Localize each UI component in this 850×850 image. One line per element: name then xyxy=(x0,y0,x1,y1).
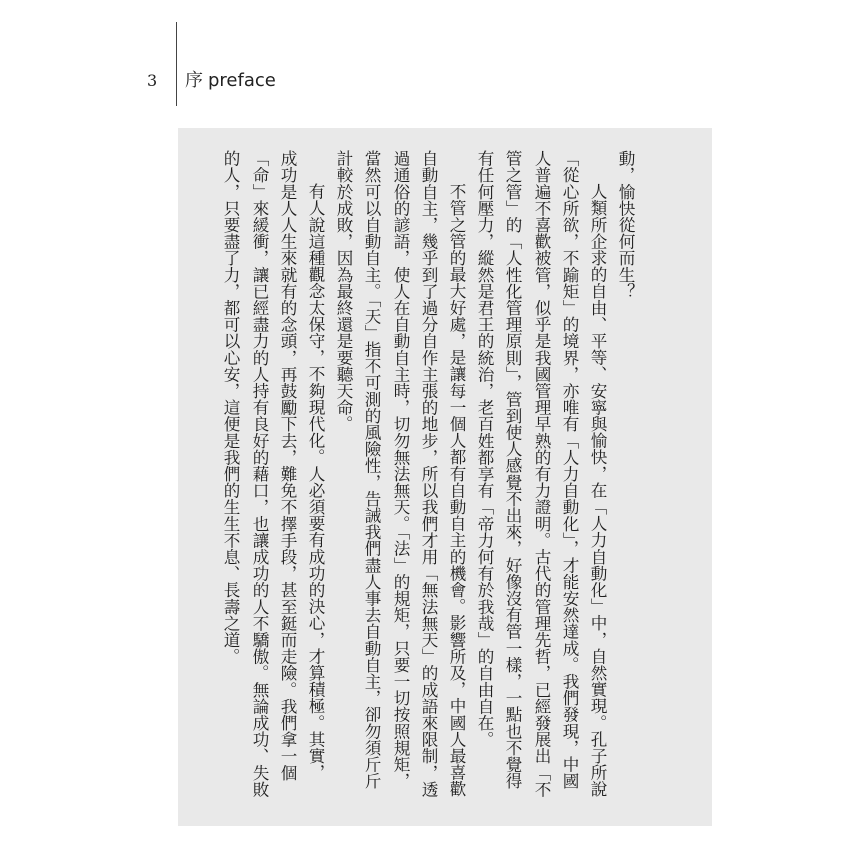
text-column: 當然可以自動自主。「天」指不可測的風險性，告誡我們盡人事去自動自主，卻勿須斤斤 xyxy=(362,150,381,790)
text-column: 有任何壓力，縱然是君王的統治，老百姓都享有「帝力何有於我哉」的自由自在。 xyxy=(475,150,494,748)
text-column: 計較於成敗，因為最終還是要聽天命。 xyxy=(334,150,353,433)
text-column: 「命」來緩衝，讓已經盡力的人持有良好的藉口，也讓成功的人不驕傲。無論成功、失敗 xyxy=(250,150,269,798)
section-title-english: preface xyxy=(208,70,276,91)
text-column: 「從心所欲，不踰矩」的境界，亦唯有「人力自動化」，才能安然達成。我們發現，中國 xyxy=(560,150,579,790)
text-column: 人普遍不喜歡被管，似乎是我國管理早熟的有力證明。古代的管理先哲，已經發展出「不 xyxy=(532,150,551,798)
text-column: 動，愉快從何而生？ xyxy=(616,150,635,300)
text-column: 有人說這種觀念太保守，不夠現代化。人必須要有成功的決心，才算積極。其實， xyxy=(306,183,325,781)
text-column: 成功是人人生來就有的念頭，再鼓勵下去，難免不擇手段，甚至鋌而走險。我們拿一個 xyxy=(278,150,297,781)
text-column: 過通俗的諺語，使人在自動自主時，切勿無法無天。「法」的規矩，只要一切按照規矩， xyxy=(391,150,410,790)
text-column: 管之管」的「人性化管理原則」，管到使人感覺不出來，好像沒有管一樣，一點也不覺得 xyxy=(503,150,522,790)
text-panel xyxy=(178,128,712,826)
text-column: 不管之管的最大好處，是讓每一個人都有自動自主的機會。影響所及，中國人最喜歡 xyxy=(447,183,466,798)
header-divider xyxy=(176,22,177,106)
section-title xyxy=(185,70,276,92)
text-column: 的人，只要盡了力，都可以心安，這便是我們的生生不息、長壽之道。 xyxy=(221,150,240,665)
section-title-chinese: 序 xyxy=(185,70,203,91)
text-column: 自動自主，幾乎到了過分自作主張的地步，所以我們才用「無法無天」的成語來限制，透 xyxy=(419,150,438,798)
text-column: 人類所企求的自由、平等、安寧與愉快，在「人力自動化」中，自然實現。孔子所說 xyxy=(588,183,607,798)
page-number: 3 xyxy=(147,71,158,90)
